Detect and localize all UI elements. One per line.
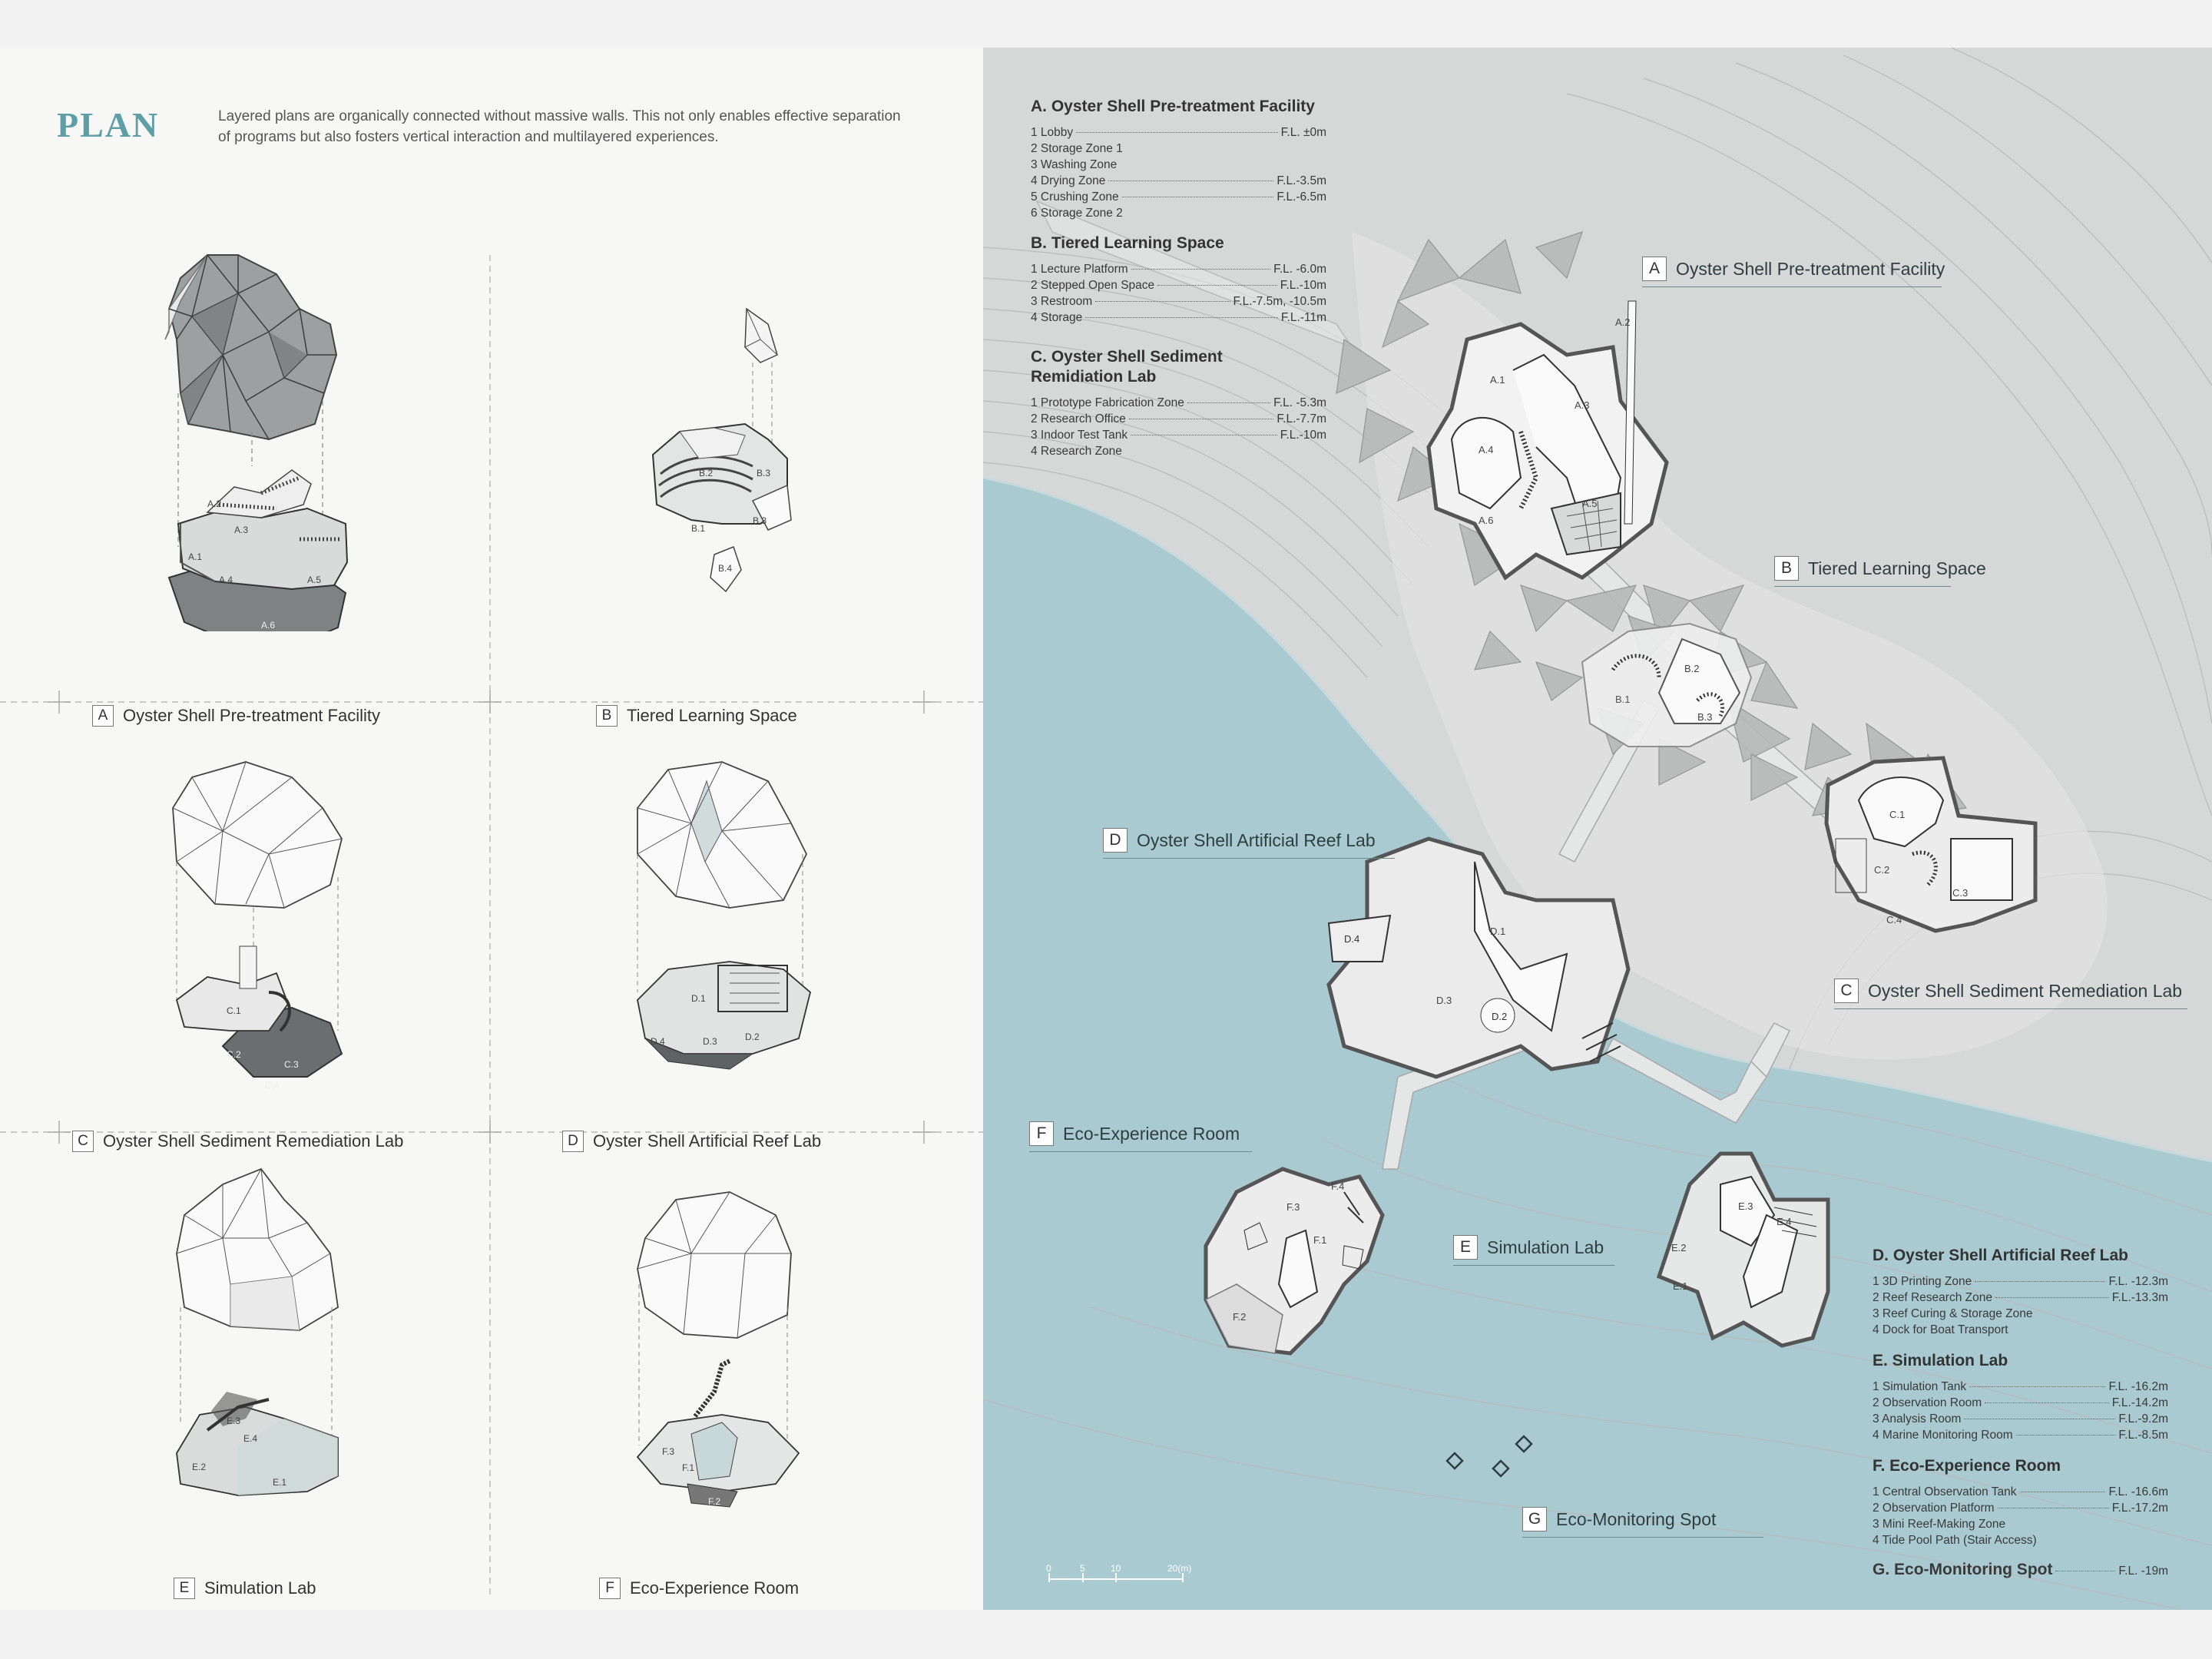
exploded-view-b	[637, 301, 837, 624]
b-label-b1: B.1	[691, 523, 706, 534]
plan-label-a1: A.1	[1490, 374, 1505, 386]
e-label-e1: E.1	[273, 1477, 287, 1488]
exploded-view-c	[154, 739, 384, 1092]
e-label-e2: E.2	[192, 1462, 207, 1472]
legend-row: 1 Lobby F.L. ±0m	[1031, 126, 1326, 139]
exploded-view-f	[614, 1169, 845, 1538]
page-title: PLAN	[57, 105, 160, 144]
legend-row: 2 Reef Research Zone F.L.-13.3m	[1873, 1291, 2168, 1304]
c-label-c3: C.3	[284, 1059, 299, 1070]
e-label-e3: E.3	[227, 1416, 241, 1426]
legend-row: 1 Prototype Fabrication Zone F.L. -5.3m	[1031, 396, 1326, 409]
legend-row: 2 Research Office F.L.-7.7m	[1031, 412, 1326, 426]
scale-tick-20: 20(m)	[1167, 1563, 1192, 1574]
a-label-a2: A.2	[207, 498, 222, 509]
plan-label-e4: E.4	[1777, 1216, 1792, 1227]
exploded-view-e	[154, 1154, 384, 1522]
plan-label-a4: A.4	[1479, 444, 1494, 455]
legend-row: 4 Marine Monitoring Room F.L.-8.5m	[1873, 1429, 2168, 1442]
a-label-a1: A.1	[188, 551, 203, 562]
c-label-c2: C.2	[227, 1049, 241, 1060]
exploded-label-d: D Oyster Shell Artificial Reef Lab	[562, 1131, 821, 1152]
plan-label-d3: D.3	[1436, 995, 1452, 1006]
plan-label-d4: D.4	[1344, 933, 1360, 945]
plan-label-f2: F.2	[1233, 1311, 1247, 1323]
e-label-e4: E.4	[243, 1433, 258, 1444]
legend-c-rows	[1031, 396, 1326, 461]
legend-e: E. Simulation Lab 1 Simulation Tank F.L. -16.2m 2 Observation Room F.L.-14.2m 3 Analysis Room F.L.-9.2m 4 Marine Monitoring Room F.L.-8.5m	[1873, 1351, 2168, 1445]
plan-label-a5: A.5	[1582, 498, 1598, 509]
plan-label-c2: C.2	[1874, 864, 1890, 876]
b-label-b3-top: B.3	[757, 468, 771, 478]
legend-row: 2 Storage Zone 1	[1031, 142, 1123, 155]
plan-label-c4: C.4	[1886, 914, 1902, 926]
plan-label-a2: A.2	[1615, 316, 1631, 328]
a-label-a4: A.4	[219, 575, 233, 585]
scale-tick-10: 10	[1111, 1563, 1121, 1574]
legend-d: D. Oyster Shell Artificial Reef Lab 1 3D Printing Zone F.L. -12.3m 2 Reef Research Zone F.L.-13.3m 3 Reef Curing & Storage Zone 4 Dock for Boat Transport	[1873, 1246, 2168, 1339]
legend-row: 1 Central Observation Tank F.L. -16.6m	[1873, 1485, 2168, 1498]
legend-row: 6 Storage Zone 2	[1031, 207, 1123, 220]
exploded-view-a	[146, 201, 376, 631]
b-label-b4: B.4	[718, 563, 733, 574]
legend-row: 4 Research Zone	[1031, 445, 1122, 458]
map-tag-a: A Oyster Shell Pre-treatment Facility	[1642, 257, 1945, 281]
c-label-c1: C.1	[227, 1005, 241, 1016]
c-label-c4: C.4	[265, 1080, 280, 1091]
legend-row: 4 Storage F.L.-11m	[1031, 311, 1326, 324]
b-label-b3: B.3	[753, 515, 767, 526]
legend-row: 4 Dock for Boat Transport	[1873, 1323, 2008, 1336]
plan-label-b3: B.3	[1697, 711, 1713, 723]
plan-label-c3: C.3	[1952, 887, 1969, 899]
legend-row: 3 Washing Zone	[1031, 158, 1118, 171]
f-label-f3: F.3	[662, 1446, 675, 1457]
exploded-label-b: B Tiered Learning Space	[596, 705, 797, 727]
map-tag-c: C Oyster Shell Sediment Remediation Lab	[1834, 979, 2182, 1003]
legend-row: 1 Lecture Platform F.L. -6.0m	[1031, 263, 1326, 276]
legend-row: 1 3D Printing Zone F.L. -12.3m	[1873, 1275, 2168, 1288]
legend-row: 3 Reef Curing & Storage Zone	[1873, 1307, 2033, 1320]
plan-label-d2: D.2	[1492, 1011, 1508, 1022]
legend-row: 1 Simulation Tank F.L. -16.2m	[1873, 1380, 2168, 1393]
exploded-label-a: A Oyster Shell Pre-treatment Facility	[92, 705, 380, 727]
legend-row: 3 Restroom F.L.-7.5m, -10.5m	[1031, 295, 1326, 308]
legend-row: 2 Observation Room F.L.-14.2m	[1873, 1396, 2168, 1409]
map-tag-d: D Oyster Shell Artificial Reef Lab	[1103, 828, 1376, 853]
map-tag-g: G Eco-Monitoring Spot	[1522, 1507, 1716, 1532]
sheet	[0, 48, 2212, 1610]
scale-tick-5: 5	[1080, 1563, 1085, 1574]
plan-label-f3: F.3	[1286, 1201, 1300, 1213]
legend-e-rows	[1873, 1380, 2168, 1445]
legend-a: A. Oyster Shell Pre-treatment Facility 1 Lobby F.L. ±0m 2 Storage Zone 1 3 Washing Zone 4 Drying Zone F.L.-3.5m 5 Crushing Zone F.L.-6.5m 6 Storage Zone 2	[1031, 97, 1326, 223]
map-tag-b: B Tiered Learning Space	[1774, 556, 1986, 581]
legend-f: F. Eco-Experience Room 1 Central Observation Tank F.L. -16.6m 2 Observation Platform F.L.-17.2m 3 Mini Reef-Making Zone 4 Tide Pool Path (Stair Access)	[1873, 1456, 2168, 1550]
exploded-label-c: C Oyster Shell Sediment Remediation Lab	[72, 1131, 403, 1152]
legend-f-rows	[1873, 1485, 2168, 1550]
legend-b-rows	[1031, 263, 1326, 327]
plan-label-d1: D.1	[1490, 926, 1506, 937]
plan-label-f1: F.1	[1313, 1234, 1327, 1246]
a-label-a6: A.6	[261, 620, 276, 631]
plan-label-f4: F.4	[1331, 1181, 1345, 1192]
plan-label-e1: E.1	[1673, 1280, 1688, 1292]
legend-row: 4 Drying Zone F.L.-3.5m	[1031, 174, 1326, 187]
page-description: Layered plans are organically connected without massive walls. This not only enables effective separation of programs but also fosters vertical interaction and multilayered experiences.	[218, 108, 901, 145]
plan-label-e3: E.3	[1738, 1200, 1753, 1212]
legend-c: C. Oyster Shell Sediment Remidiation Lab 1 Prototype Fabrication Zone F.L. -5.3m 2 Research Office F.L.-7.7m 3 Indoor Test Tank F.L.-10m 4 Research Zone	[1031, 347, 1326, 461]
legend-row: 2 Stepped Open Space F.L.-10m	[1031, 279, 1326, 292]
f-label-f2: F.2	[708, 1496, 721, 1507]
a-label-a3: A.3	[234, 525, 249, 535]
map-tag-f: F Eco-Experience Room	[1029, 1121, 1240, 1146]
legend-row: 4 Tide Pool Path (Stair Access)	[1873, 1534, 2037, 1547]
exploded-label-f: F Eco-Experience Room	[599, 1578, 799, 1599]
legend-row: 5 Crushing Zone F.L.-6.5m	[1031, 190, 1326, 204]
d-label-d1: D.1	[691, 993, 706, 1004]
exploded-views-panel	[0, 48, 983, 1610]
d-label-d2: D.2	[745, 1031, 760, 1042]
plan-label-a6: A.6	[1479, 515, 1494, 526]
site-plan-panel	[983, 48, 2212, 1610]
exploded-label-e: E Simulation Lab	[174, 1578, 316, 1599]
a-label-a5: A.5	[307, 575, 322, 585]
f-label-f1: F.1	[682, 1462, 695, 1473]
b-label-b2: B.2	[699, 468, 714, 478]
legend-b: B. Tiered Learning Space 1 Lecture Platform F.L. -6.0m 2 Stepped Open Space F.L.-10m 3 Restroom F.L.-7.5m, -10.5m 4 Storage F.L.-11m	[1031, 233, 1326, 327]
legend-d-rows	[1873, 1275, 2168, 1339]
d-label-d4: D.4	[651, 1036, 665, 1047]
plan-label-c1: C.1	[1889, 809, 1906, 820]
legend-g: G. Eco-Monitoring Spot F.L. -19m	[1873, 1561, 2168, 1578]
map-tag-e: E Simulation Lab	[1453, 1235, 1604, 1260]
plan-label-b1: B.1	[1615, 694, 1631, 705]
legend-row: 3 Mini Reef-Making Zone	[1873, 1518, 2006, 1531]
legend-a-rows	[1031, 126, 1326, 223]
legend-row: 3 Indoor Test Tank F.L.-10m	[1031, 429, 1326, 442]
plan-label-a3: A.3	[1575, 399, 1590, 411]
legend-row: 3 Analysis Room F.L.-9.2m	[1873, 1412, 2168, 1426]
legend-row: 2 Observation Platform F.L.-17.2m	[1873, 1502, 2168, 1515]
d-label-d3: D.3	[703, 1036, 717, 1047]
scale-tick-0: 0	[1046, 1563, 1051, 1574]
plan-label-e2: E.2	[1671, 1242, 1687, 1253]
plan-label-b2: B.2	[1684, 663, 1700, 674]
exploded-view-d	[614, 739, 845, 1092]
